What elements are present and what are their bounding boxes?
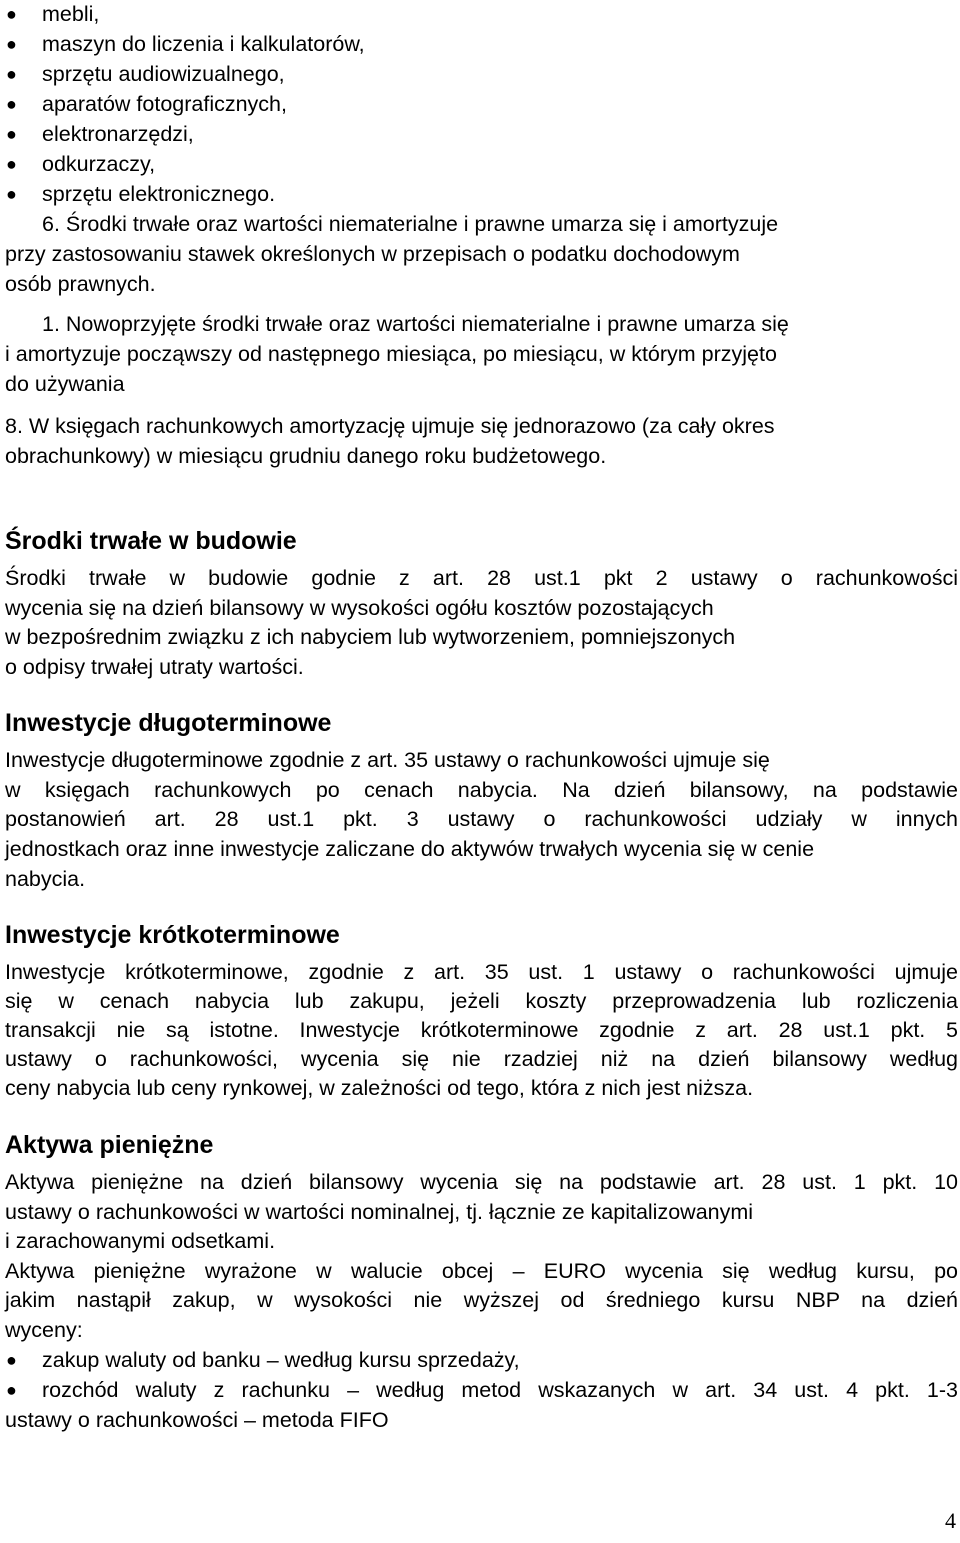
paragraph-line: jednostkach oraz inne inwestycje zaliczane do aktywów trwałych wycenia się w cenie [5,837,815,861]
paragraph-line: nabycia. [5,867,86,891]
list-item: rozchód waluty z rachunku – według metod wskazanych w art. 34 ust. 4 pkt. 1-3 [42,1378,958,1402]
paragraph-line: i amortyzuje począwszy od następnego miesiąca, po miesiącu, w którym przyjęto [5,342,777,366]
bullet-icon: ● [6,1380,17,1400]
bullet-icon: ● [6,64,17,84]
bullet-icon: ● [6,4,17,24]
paragraph-line: transakcji nie są istotne. Inwestycje krótkoterminowe zgodnie z art. 28 ust.1 pkt. 5 [5,1018,958,1042]
paragraph-line: ceny nabycia lub ceny rynkowej, w zależności od tego, która z nich jest niższa. [5,1076,754,1100]
section-heading: Inwestycje krótkoterminowe [5,921,340,949]
paragraph-line: się w cenach nabycia lub zakupu, jeżeli koszty przeprowadzenia lub rozliczenia [5,989,958,1013]
paragraph-line: 8. W księgach rachunkowych amortyzację ujmuje się jednorazowo (za cały okres [5,414,775,438]
list-item: odkurzaczy, [42,152,156,176]
paragraph-line: Aktywa pieniężne na dzień bilansowy wycenia się na podstawie art. 28 ust. 1 pkt. 10 [5,1170,958,1194]
paragraph-line: i zarachowanymi odsetkami. [5,1229,276,1253]
paragraph-line: 6. Środki trwałe oraz wartości niematerialne i prawne umarza się i amortyzuje [42,212,779,236]
list-item: aparatów fotograficznych, [42,92,287,116]
paragraph-line: Aktywa pieniężne wyrażone w walucie obcej – EURO wycenia się według kursu, po [5,1259,958,1283]
paragraph-line: w bezpośrednim związku z ich nabyciem lub wytworzeniem, pomniejszonych [5,625,736,649]
paragraph-line: ustawy o rachunkowości, wycenia się nie rzadziej niż na dzień bilansowy według [5,1047,958,1071]
list-item: sprzętu audiowizualnego, [42,62,285,86]
paragraph-line: o odpisy trwałej utraty wartości. [5,655,304,679]
paragraph-line: Inwestycje długoterminowe zgodnie z art. 35 ustawy o rachunkowości ujmuje się [5,748,770,772]
list-item: mebli, [42,2,100,26]
list-item: zakup waluty od banku – według kursu sprzedaży, [42,1348,520,1372]
paragraph-line: przy zastosowaniu stawek określonych w przepisach o podatku dochodowym [5,242,740,266]
list-item: maszyn do liczenia i kalkulatorów, [42,32,365,56]
paragraph-line: postanowień art. 28 ust.1 pkt. 3 ustawy o rachunkowości udziały w innych [5,807,958,831]
bullet-icon: ● [6,94,17,114]
section-heading: Aktywa pieniężne [5,1131,214,1159]
paragraph-line: ustawy o rachunkowości – metoda FIFO [5,1408,389,1432]
bullet-icon: ● [6,1350,17,1370]
paragraph-line: osób prawnych. [5,272,156,296]
paragraph-line: ustawy o rachunkowości w wartości nominalnej, tj. łącznie ze kapitalizowanymi [5,1200,754,1224]
bullet-icon: ● [6,184,17,204]
section-heading: Środki trwałe w budowie [5,527,297,555]
bullet-icon: ● [6,154,17,174]
section-heading: Inwestycje długoterminowe [5,709,332,737]
paragraph-line: 1. Nowoprzyjęte środki trwałe oraz wartości niematerialne i prawne umarza się [42,312,789,336]
paragraph-line: w księgach rachunkowych po cenach nabycia. Na dzień bilansowy, na podstawie [5,778,958,802]
page-number: 4 [945,1508,956,1533]
list-item: sprzętu elektronicznego. [42,182,276,206]
paragraph-line: do używania [5,372,125,396]
paragraph-line: jakim nastąpił zakup, w wysokości nie wyższej od średniego kursu NBP na dzień [5,1288,958,1312]
bullet-icon: ● [6,34,17,54]
paragraph-line: Środki trwałe w budowie godnie z art. 28 ust.1 pkt 2 ustawy o rachunkowości [5,566,958,590]
paragraph-line: Inwestycje krótkoterminowe, zgodnie z art. 35 ust. 1 ustawy o rachunkowości ujmuje [5,960,958,984]
paragraph-line: wyceny: [5,1318,83,1342]
paragraph-line: wycenia się na dzień bilansowy w wysokości ogółu kosztów pozostających [5,596,714,620]
paragraph-line: obrachunkowy) w miesiącu grudniu danego roku budżetowego. [5,444,607,468]
list-item: elektronarzędzi, [42,122,194,146]
bullet-icon: ● [6,124,17,144]
